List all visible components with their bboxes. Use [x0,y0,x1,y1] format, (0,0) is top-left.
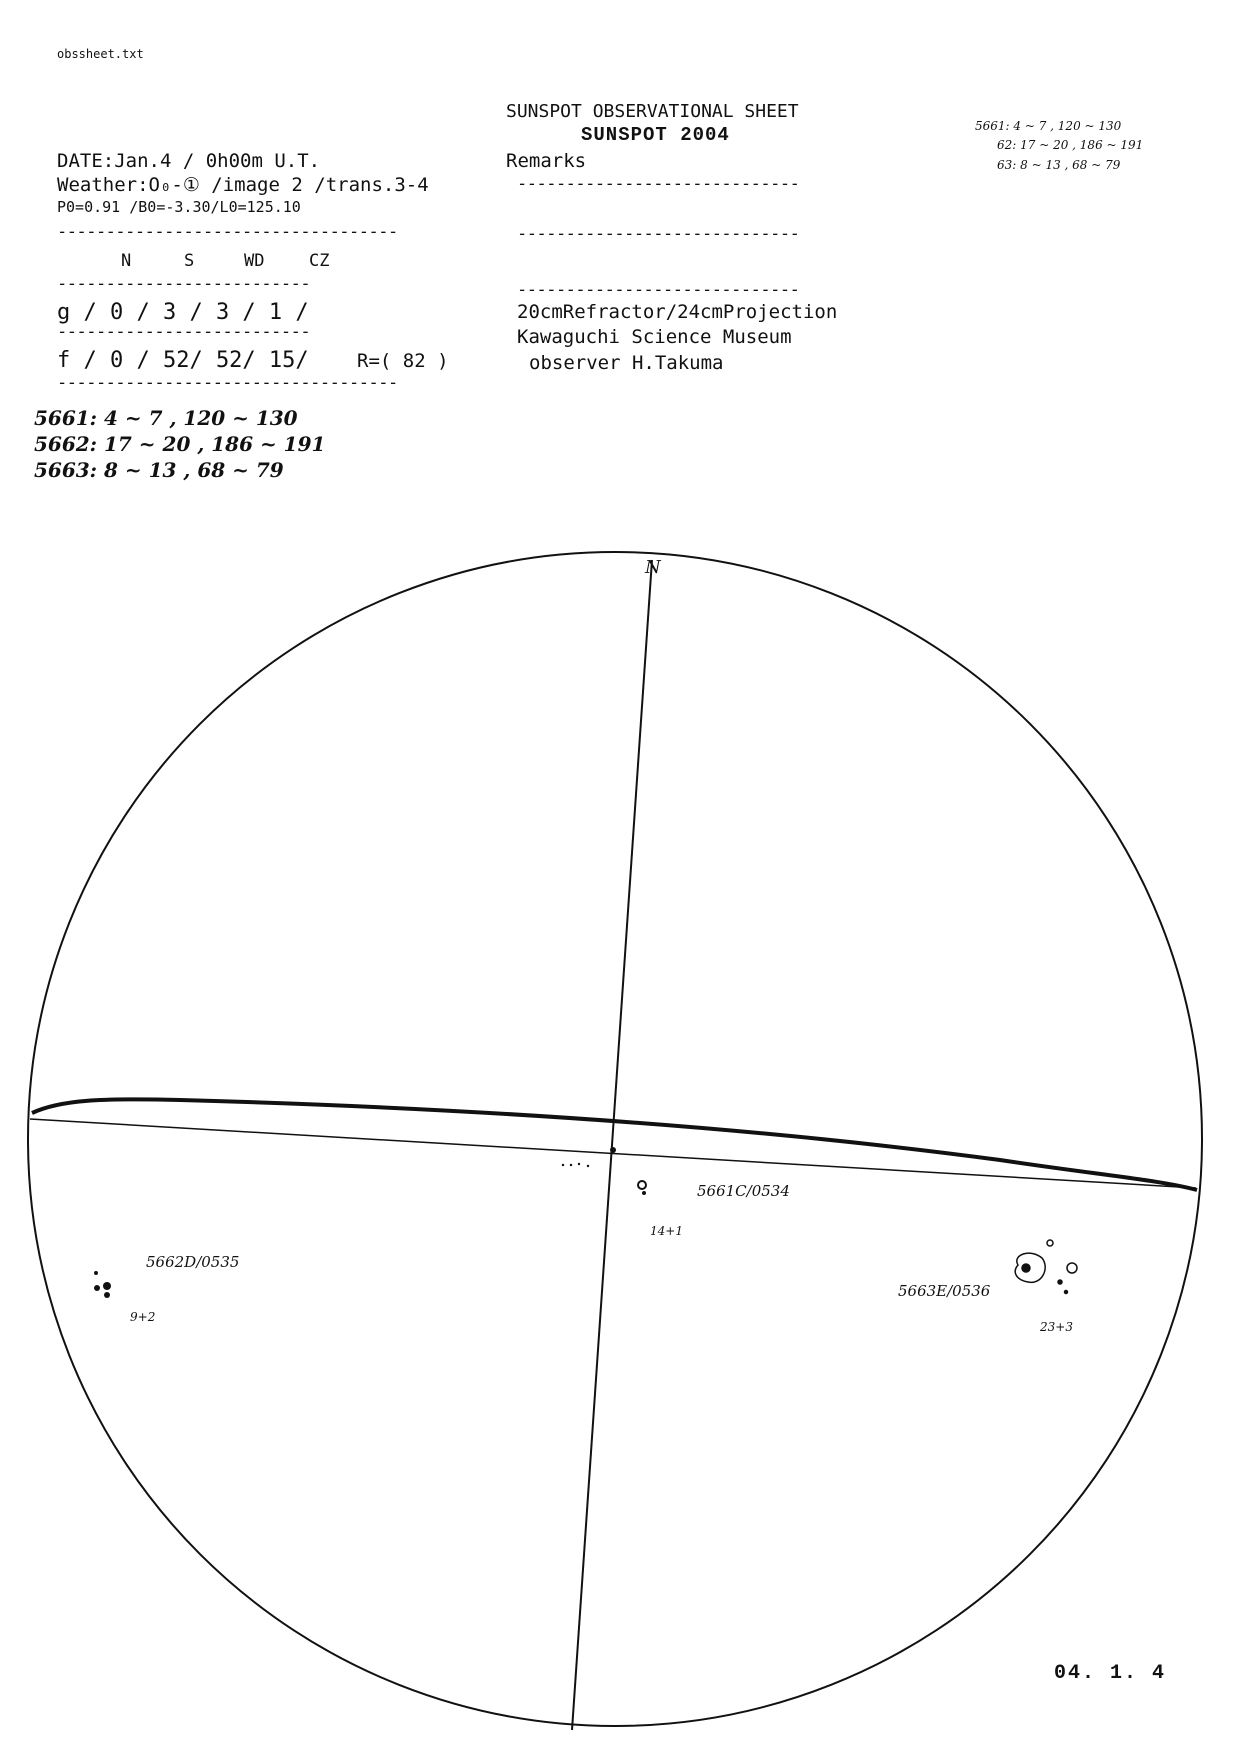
weather-line: Weather:O₀-① /image 2 /trans.3-4 [57,174,429,196]
remarks-line: ----------------------------- [517,280,800,300]
region-note: 63: 8 ~ 13 , 68 ~ 79 [997,158,1121,172]
remarks-line: ----------------------------- [517,224,800,244]
region-note: 5661: 4 ~ 7 , 120 ~ 130 [34,406,298,430]
header-n: N [121,251,132,271]
sunspot-group-5661 [638,1181,646,1195]
spot-count-row: f / 0 / 52/ 52/ 15/ [57,348,309,373]
remarks-line: ----------------------------- [517,174,800,194]
group-count-5661: 14+1 [650,1224,683,1238]
sunspot-group-5663 [1015,1240,1077,1294]
sunspot-group-5662 [94,1271,111,1298]
museum-name: Kawaguchi Science Museum [517,326,792,348]
header-wd: WD [244,251,265,271]
date-line: DATE:Jan.4 / 0h00m U.T. [57,150,321,172]
solar-disk-outline [28,552,1202,1726]
group-label-5661: 5661C/0534 [697,1182,790,1200]
region-note: 5662: 17 ~ 20 , 186 ~ 191 [34,432,326,456]
separator-line: -------------------------- [57,274,311,294]
sheet-title: SUNSPOT OBSERVATIONAL SHEET [506,101,799,122]
group-count-row: g / 0 / 3 / 3 / 1 / [57,300,309,325]
disk-center-mark [610,1147,616,1153]
region-note: 5661: 4 ~ 7 , 120 ~ 130 [975,119,1122,133]
separator-line: ----------------------------------- [57,222,398,242]
group-count-5663: 23+3 [1040,1320,1073,1334]
header-s: S [184,251,195,271]
relative-number: R=( 82 ) [357,350,449,372]
region-note: 62: 17 ~ 20 , 186 ~ 191 [997,138,1144,152]
header-cz: CZ [309,251,330,271]
remarks-label: Remarks [506,150,587,172]
date-stamp: 04. 1. 4 [1054,1662,1167,1685]
faint-spot-dots [562,1163,589,1167]
group-label-5662: 5662D/0535 [146,1253,240,1271]
group-label-5663: 5663E/0536 [898,1282,991,1300]
file-name: obssheet.txt [57,47,144,61]
telescope-info: 20cmRefractor/24cmProjection [517,301,838,323]
region-note: 5663: 8 ~ 13 , 68 ~ 79 [34,458,284,482]
solar-params-line: P0=0.91 /B0=-3.30/L0=125.10 [57,198,301,216]
sheet-subtitle: SUNSPOT 2004 [581,124,730,146]
separator-line: -------------------------- [57,322,311,342]
north-south-axis [572,560,652,1730]
separator-line: ----------------------------------- [57,373,398,393]
group-count-5662: 9+2 [130,1310,156,1324]
north-label: N [645,557,661,578]
observer-name: observer H.Takuma [529,352,724,374]
